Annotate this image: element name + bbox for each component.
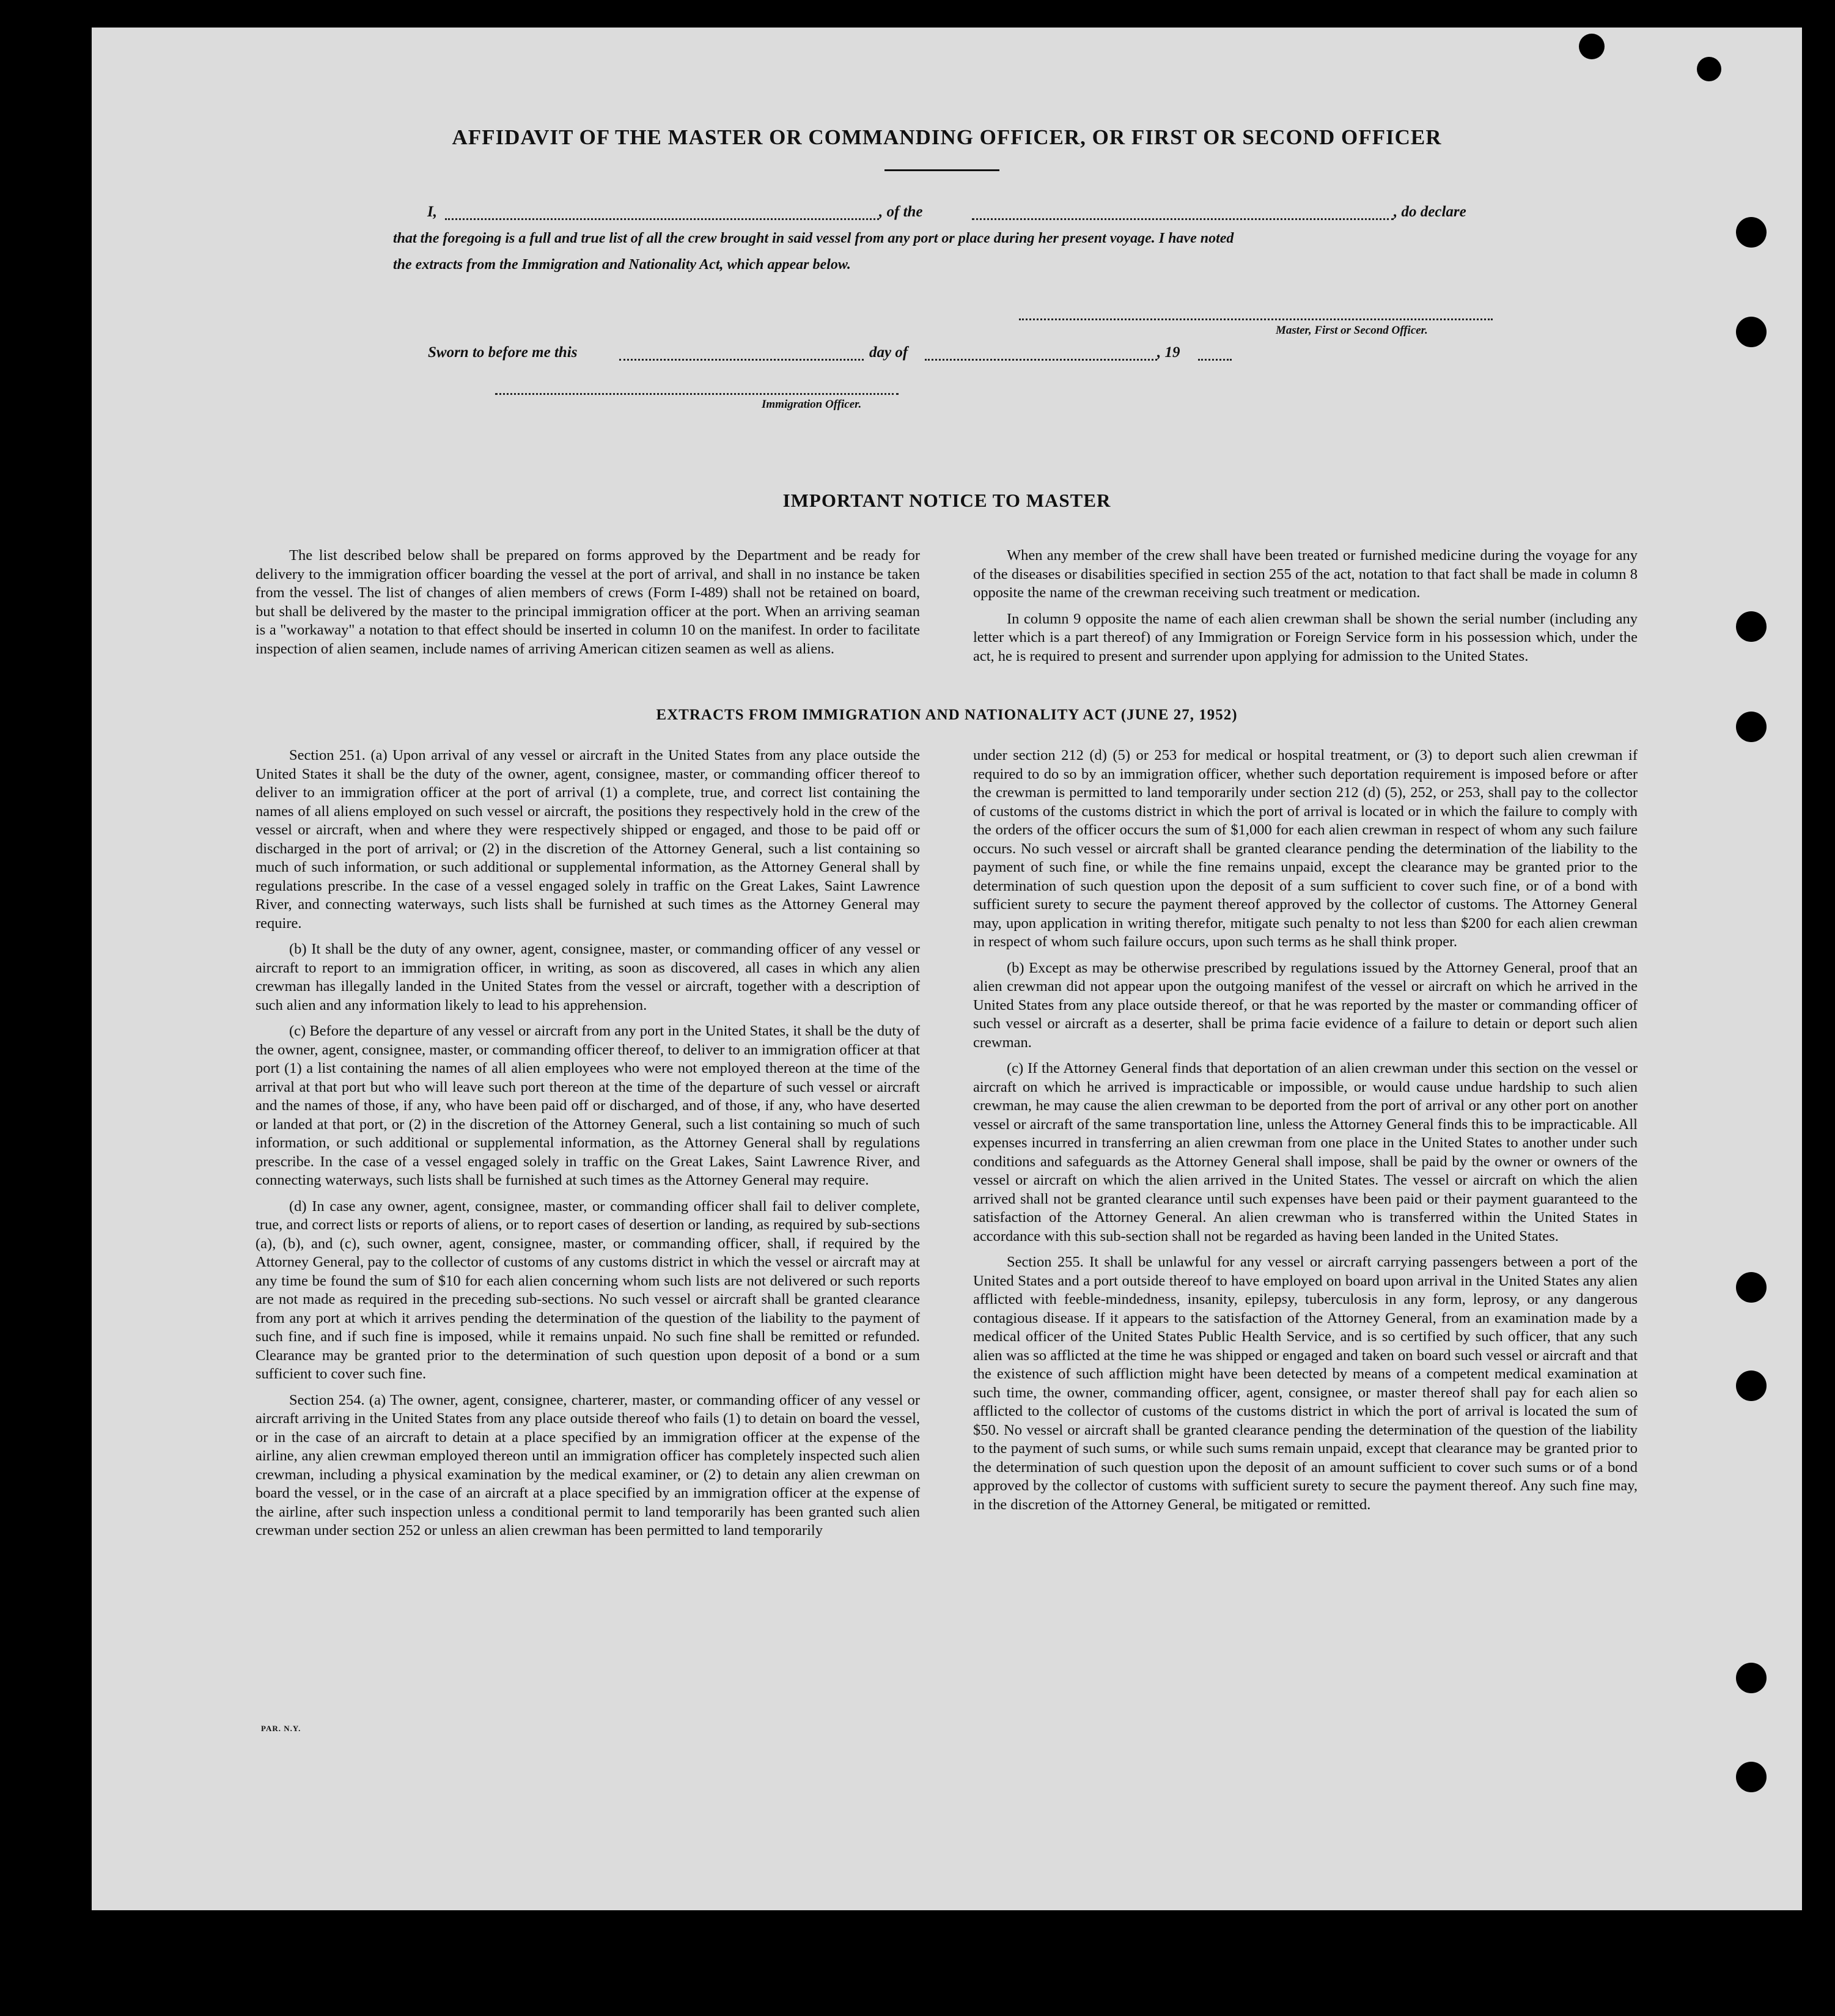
binder-hole (1736, 1762, 1767, 1792)
notice-paragraph: When any member of the crew shall have been treated or furnished medicine during the voyage for any of the diseases or disabilities specified in section 255 of the act, notation to that fact shall be made in column 8 opposite the name of the crewman receiving such treatment or medication. (973, 547, 1638, 601)
year-label: , 19 (1157, 344, 1180, 361)
master-signature-line[interactable] (1019, 318, 1493, 320)
notice-title: IMPORTANT NOTICE TO MASTER (782, 490, 1111, 511)
notice-paragraph: In column 9 opposite the name of each alien crewman shall be shown the serial number (including any letter which is a part thereof) of any Immigration or Foreign Service form in his possession which, under the act, he is required to present and surrender upon applying for admission to the United States. (973, 610, 1638, 664)
sworn-month-blank[interactable] (925, 359, 1157, 361)
binder-hole (1736, 712, 1767, 742)
punch-mark (1697, 57, 1721, 81)
extracts-title: EXTRACTS FROM IMMIGRATION AND NATIONALITY ACT (JUNE 27, 1952) (656, 707, 1238, 723)
name-blank-line[interactable] (445, 218, 879, 220)
sworn-label: Sworn to before me this (428, 344, 578, 361)
section-251-c: (c) Before the departure of any vessel or aircraft from any port in the United States, it shall be the duty of the owner, agent, consignee, master, or commanding officer thereof, to deliver to an immigration officer at that port (1) a list containing the names of all alien employees who were not employed thereon at the time of the arrival at that port but who will leave such port thereon at the time of the departure of such vessel or aircraft and the names of those, if any, who have been paid off or discharged, and of those, if any, who have deserted or landed at that port, or (2) in the discretion of the Attorney General, such a list containing so much of such information, or such additional or supplemental information, as the Attorney General shall by regulations prescribe. In the case of a vessel engaged solely in traffic on the Great Lakes, Saint Lawrence River, and connecting waterways, such lists shall be furnished at such times as the Attorney General may require. (256, 1023, 920, 1188)
printer-mark: PAR. N.Y. (261, 1724, 301, 1733)
section-251-a: Section 251. (a) Upon arrival of any vessel or aircraft in the United States from any place outside the United States it shall be the duty of the owner, agent, consignee, master, or commanding officer thereof to deliver to an immigration officer at the port of arrival (1) a complete, true, and correct list containing the names of all aliens employed on such vessel or aircraft, the positions they respectively hold in the crew of the vessel or aircraft, when and where they were respectively shipped or engaged, and those to be paid off or discharged in the port of arrival; or (2) in the discretion of the Attorney General, such a list containing so much of such information, or such additional or supplemental information, as the Attorney General shall by regulations prescribe. In the case of a vessel engaged solely in traffic on the Great Lakes, Saint Lawrence River, and connecting waterways, such lists shall be furnished at such times as the Attorney General may require. (256, 747, 920, 932)
section-254-b: (b) Except as may be otherwise prescribed by regulations issued by the Attorney General, proof that an alien crewman did not appear upon the outgoing manifest of the vessel or aircraft on which he arrived in the United States from any place outside thereof, or that he was reported by the master or commanding officer of such vessel or aircraft as a deserter, shall be prima facie evidence of a failure to detain or deport such alien crewman. (973, 959, 1638, 1051)
section-254-a-cont: under section 212 (d) (5) or 253 for medical or hospital treatment, or (3) to deport such alien crewman if required to do so by an immigration officer, whether such deportation requirement is imposed before or after the crewman is permitted to land temporarily under section 212 (d) (5), 252, or 253, shall pay to the collector of customs of the customs district in which the port of arrival is located or in which the failure to comply with the orders of the officer occurs the sum of $1,000 for each alien crewman in respect of whom any such failure occurs. No such vessel or aircraft shall be granted clearance pending the determination of the liability to the payment of such fine, or while the fine remains unpaid, except the clearance may be granted prior to the determination of such question upon the deposit of a sum sufficient to cover such fine, or of a bond with sufficient surety to secure the payment thereof approved by the collector of customs. The Attorney General may, upon application in writing therefor, mitigate such penalty to not less than $200 for each alien crewman in respect of whom such failure occurs, upon such terms as he shall think proper. (973, 747, 1638, 950)
affidavit-i: I, (427, 204, 437, 220)
sworn-year-blank[interactable] (1198, 359, 1232, 361)
officer-signature-label: Immigration Officer. (762, 398, 862, 411)
master-signature-label: Master, First or Second Officer. (1276, 324, 1428, 337)
sworn-day-blank[interactable] (619, 359, 864, 361)
affidavit-statement: that the foregoing is a full and true list of all the crew brought in said vessel from any port or place during her present voyage. I have noted (393, 230, 1234, 246)
binder-hole (1736, 1663, 1767, 1693)
officer-signature-line[interactable] (495, 393, 899, 395)
section-251-d: (d) In case any owner, agent, consignee, master, or commanding officer shall fail to deliver complete, true, and correct lists or reports of aliens, or to report cases of desertion or landing, as required by sub-sections (a), (b), and (c), such owner, agent, consignee, master, or commanding officer, shall, if required by the Attorney General, pay to the collector of customs of any customs district in which the vessel or aircraft may at any time be found the sum of $10 for each alien concerning whom such lists are not delivered or such reports are not made as required in the preceding sub-sections. No such vessel or aircraft shall be granted clearance from any port at which it arrives pending the determination of the question of the liability to the payment of such fine, and if such fine is imposed, while it remains unpaid. No such fine shall be remitted or refunded. Clearance may be granted prior to the determination of such question upon deposit of a bond or a sum sufficient to cover such fine. (256, 1197, 920, 1382)
notice-left-column (256, 546, 920, 666)
notice-paragraph: The list described below shall be prepared on forms approved by the Department and be ready for delivery to the immigration officer boarding the vessel at the port of arrival, and shall in no instance be taken from the vessel. The list of changes of alien members of crews (Form I-489) shall not be retained on board, but shall be delivered by the master to the principal immigration officer at the port. When an arriving seaman is a "workaway" a notation to that effect should be inserted in column 10 on the manifest. In order to facilitate inspection of alien seamen, include names of arriving American citizen seamen as well as aliens. (256, 547, 920, 657)
affidavit-title: AFFIDAVIT OF THE MASTER OR COMMANDING OFFICER, OR FIRST OR SECOND OFFICER (452, 125, 1442, 149)
vessel-blank-line[interactable] (972, 218, 1394, 220)
affidavit-statement-cont: the extracts from the Immigration and Nationality Act, which appear below. (393, 257, 851, 273)
binder-hole (1736, 1370, 1767, 1401)
section-255: Section 255. It shall be unlawful for any vessel or aircraft carrying passengers between a port of the United States and a port outside thereof to have employed on board upon arrival in the United States any alien afflicted with feeble-mindedness, insanity, epilepsy, tuberculosis in any form, leprosy, or any dangerous contagious disease. If it appears to the satisfaction of the Attorney General, from an examination made by a medical officer of the United States Public Health Service, and is so certified by such officer, that any such alien was so afflicted at the time he was shipped or engaged and taken on board such vessel or aircraft and that the existence of such affliction might have been detected by means of a competent medical examination at such time, the owner, commanding officer, agent, consignee, or master thereof shall pay for each alien so afflicted to the collector of customs of the customs district in which the port of arrival is located the sum of $50. No vessel or aircraft shall be granted clearance pending the determination of the question of the liability to the payment of such sums, or while such sums remain unpaid, except that clearance may be granted prior to the determination of such question upon the deposit of an amount sufficient to cover such sums or of a bond approved by the collector of customs with sufficient surety to secure the payment thereof. Any such fine may, in the discretion of the Attorney General, be mitigated or remitted. (973, 1254, 1638, 1513)
extracts-right-column (973, 746, 1638, 1521)
form-sheet (92, 28, 1802, 1910)
day-of-label: day of (869, 344, 908, 361)
notice-right-column (973, 546, 1638, 673)
punch-mark (1579, 34, 1605, 59)
section-254-a: Section 254. (a) The owner, agent, consignee, charterer, master, or commanding officer of any vessel or aircraft arriving in the United States from any place outside thereof who fails (1) to detain on board the vessel, or in the case of an aircraft to detain at a place specified by an immigration officer at the expense of the airline, any alien crewman employed thereon until an immigration officer has completely inspected such alien crewman, including a physical examination by the medical examiner, or (2) to detain any alien crewman on board the vessel, or in the case of an aircraft at a place specified by an immigration officer at the expense of the airline, after such inspection unless a conditional permit to land temporarily has been granted such alien crewman under section 252 or unless an alien crewman has been permitted to land temporarily (256, 1391, 920, 1539)
section-251-b: (b) It shall be the duty of any owner, agent, consignee, master, or commanding officer of any vessel or aircraft to report to an immigration officer, in writing, as soon as discovered, all cases in which any alien crewman has illegally landed in the United States from the vessel or aircraft, together with a description of such alien and any information likely to lead to his apprehension. (256, 941, 920, 1014)
binder-hole (1736, 1272, 1767, 1303)
binder-hole (1736, 317, 1767, 347)
affidavit-declare: , do declare (1394, 204, 1466, 220)
binder-hole (1736, 217, 1767, 248)
binder-hole (1736, 611, 1767, 642)
title-divider (884, 169, 999, 171)
affidavit-of-the: , of the (879, 204, 923, 220)
section-254-c: (c) If the Attorney General finds that deportation of an alien crewman under this section on the vessel or aircraft on which he arrived is impracticable or impossible, or would cause undue hardship to such alien crewman, he may cause the alien crewman to be deported from the port of arrival or any other port on another vessel or aircraft of the same transportation line, unless the Attorney General finds this to be impracticable. All expenses incurred in transferring an alien crewman from one place in the United States to another under such conditions and safeguards as the Attorney General shall impose, shall be paid by the owner or owners of the vessel or aircraft on which the alien arrived in the United States. The vessel or aircraft on which the alien arrived shall not be granted clearance until such expenses have been paid or their payment guaranteed to the satisfaction of the Attorney General. An alien crewman who is transferred within the United States in accordance with this sub-section shall not be regarded as having been landed in the United States. (973, 1060, 1638, 1245)
extracts-left-column (256, 746, 920, 1548)
